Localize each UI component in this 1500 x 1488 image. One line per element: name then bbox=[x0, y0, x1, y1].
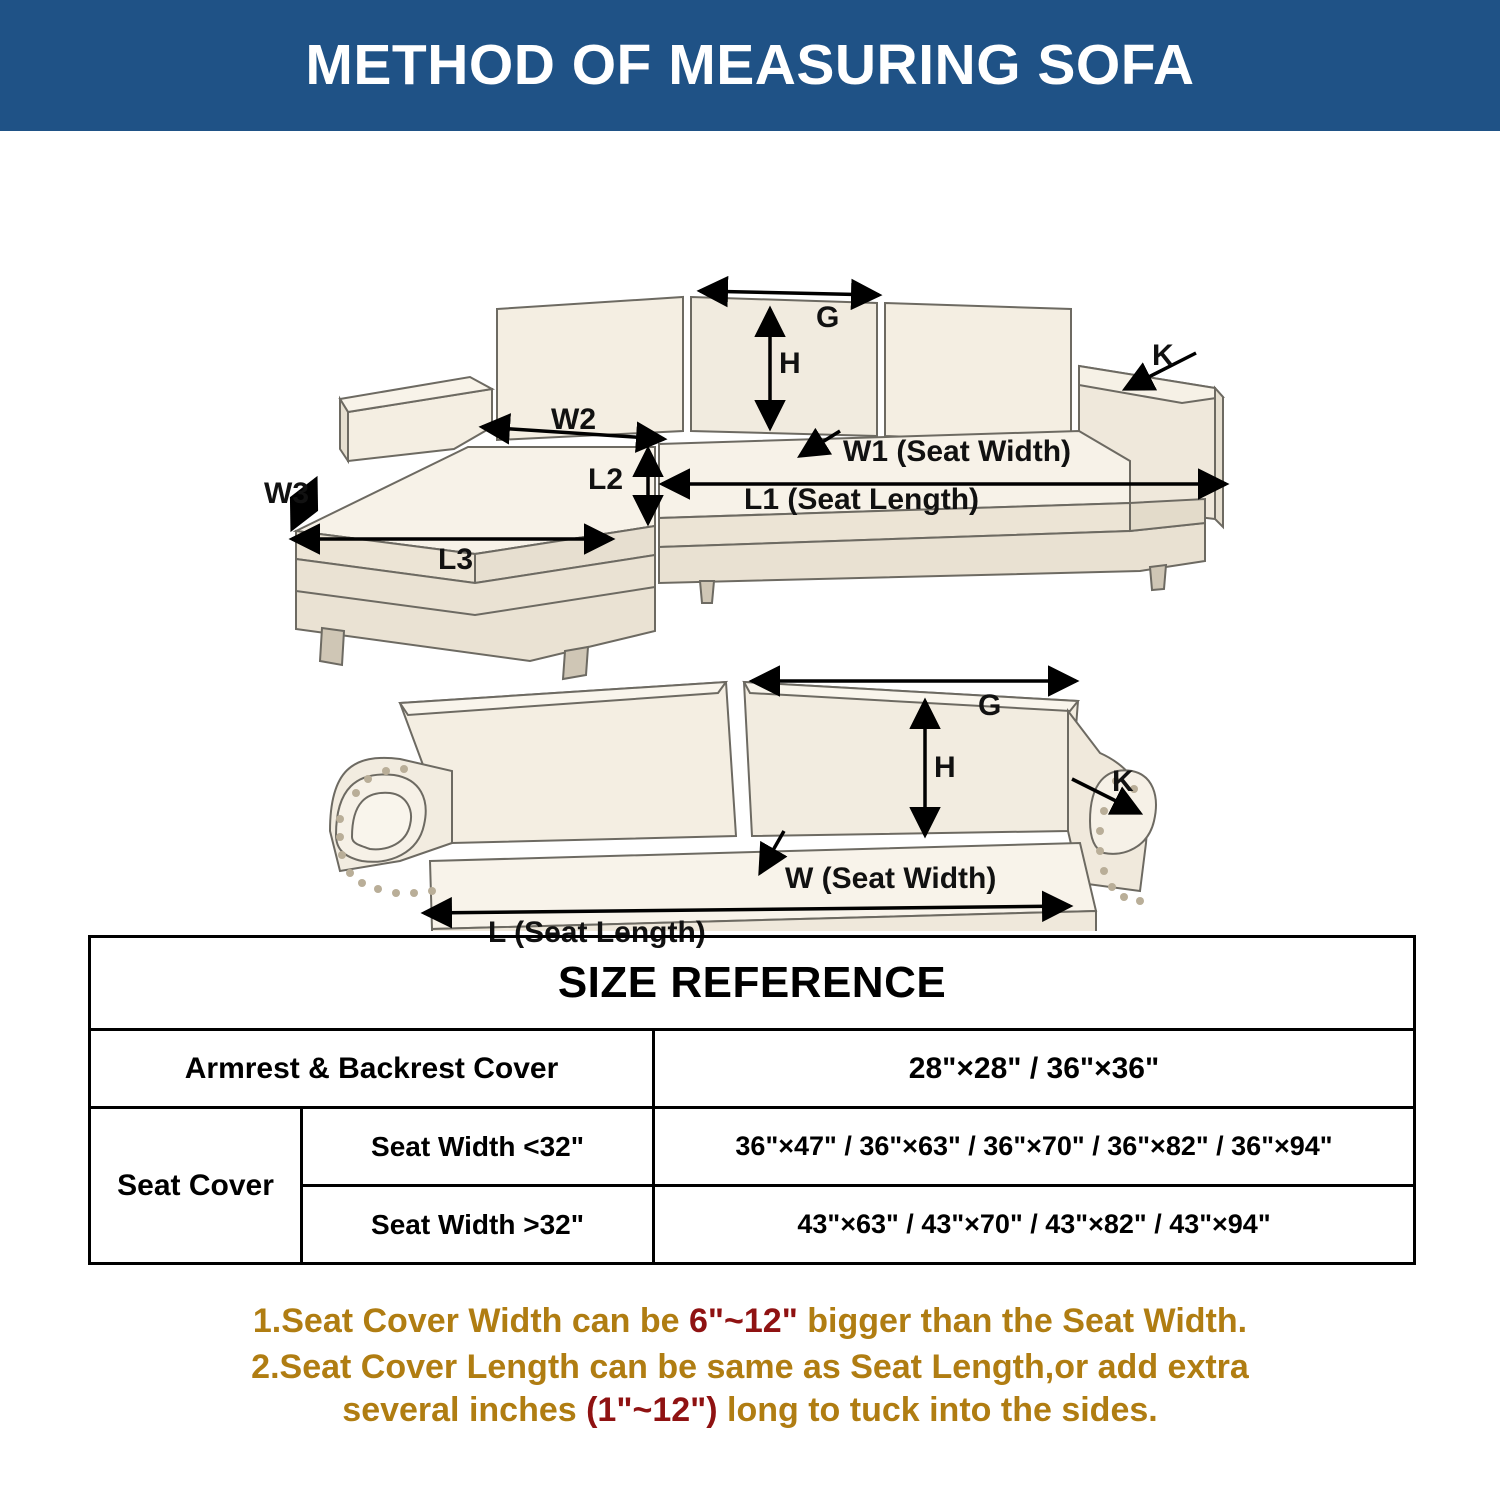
note-1-range: 6"~12" bbox=[689, 1302, 798, 1340]
label-standard-w: W (Seat Width) bbox=[785, 862, 997, 895]
label-sectional-w1: W1 (Seat Width) bbox=[843, 435, 1072, 468]
note-1-part-c: bigger than the Seat Width. bbox=[797, 1302, 1248, 1340]
label-sectional-w3: W3 bbox=[264, 477, 309, 510]
note-2-part-a: 2.Seat Cover Length can be same as Seat Length,or add extra bbox=[251, 1347, 1249, 1386]
label-sectional-g: G bbox=[816, 301, 840, 334]
label-standard-h: H bbox=[934, 751, 956, 784]
sofa-illustrations-svg bbox=[0, 131, 1500, 931]
row-value-seat-width-under-32: 36"×47" / 36"×63" / 36"×70" / 36"×82" / 36"×94" bbox=[654, 1108, 1415, 1186]
row-value-seat-width-over-32: 43"×63" / 43"×70" / 43"×82" / 43"×94" bbox=[654, 1186, 1415, 1264]
size-reference-table bbox=[88, 935, 1416, 1265]
row-label-armrest-backrest: Armrest & Backrest Cover bbox=[90, 1030, 654, 1108]
label-sectional-l1: L1 (Seat Length) bbox=[744, 483, 980, 516]
note-3-part-c: long to tuck into the sides. bbox=[717, 1391, 1158, 1430]
note-3-part-a: several inches bbox=[342, 1391, 587, 1430]
note-line-1 bbox=[60, 1300, 1440, 1344]
row-sub-seat-width-under-32: Seat Width <32" bbox=[302, 1108, 654, 1186]
label-standard-l: L (Seat Length) bbox=[488, 916, 706, 949]
row-label-seat-cover: Seat Cover bbox=[90, 1108, 302, 1264]
size-reference-table-wrapper bbox=[88, 935, 1413, 1265]
label-sectional-l2: L2 bbox=[588, 463, 624, 496]
header-banner bbox=[0, 0, 1500, 131]
sofa-diagrams bbox=[0, 131, 1500, 949]
table-row-title bbox=[90, 937, 1415, 1030]
row-value-armrest-backrest: 28"×28" / 36"×36" bbox=[654, 1030, 1415, 1108]
standard-sofa-drawing bbox=[330, 681, 1156, 931]
row-sub-seat-width-over-32: Seat Width >32" bbox=[302, 1186, 654, 1264]
label-standard-k: K bbox=[1112, 765, 1134, 798]
label-sectional-k: K bbox=[1152, 339, 1174, 372]
size-reference-title: SIZE REFERENCE bbox=[90, 937, 1415, 1030]
label-sectional-l3: L3 bbox=[438, 543, 474, 576]
label-sectional-w2: W2 bbox=[551, 403, 596, 436]
table-row bbox=[90, 1030, 1415, 1108]
label-standard-g: G bbox=[978, 689, 1002, 722]
note-line-3 bbox=[60, 1389, 1440, 1433]
page-title: METHOD OF MEASURING SOFA bbox=[305, 33, 1195, 97]
note-line-2 bbox=[60, 1346, 1440, 1390]
label-sectional-h: H bbox=[779, 347, 801, 380]
note-1-part-a: 1.Seat Cover Width can be bbox=[252, 1302, 690, 1340]
note-3-range: (1"~12") bbox=[586, 1391, 718, 1430]
table-row bbox=[90, 1108, 1415, 1186]
notes-section bbox=[60, 1300, 1440, 1433]
